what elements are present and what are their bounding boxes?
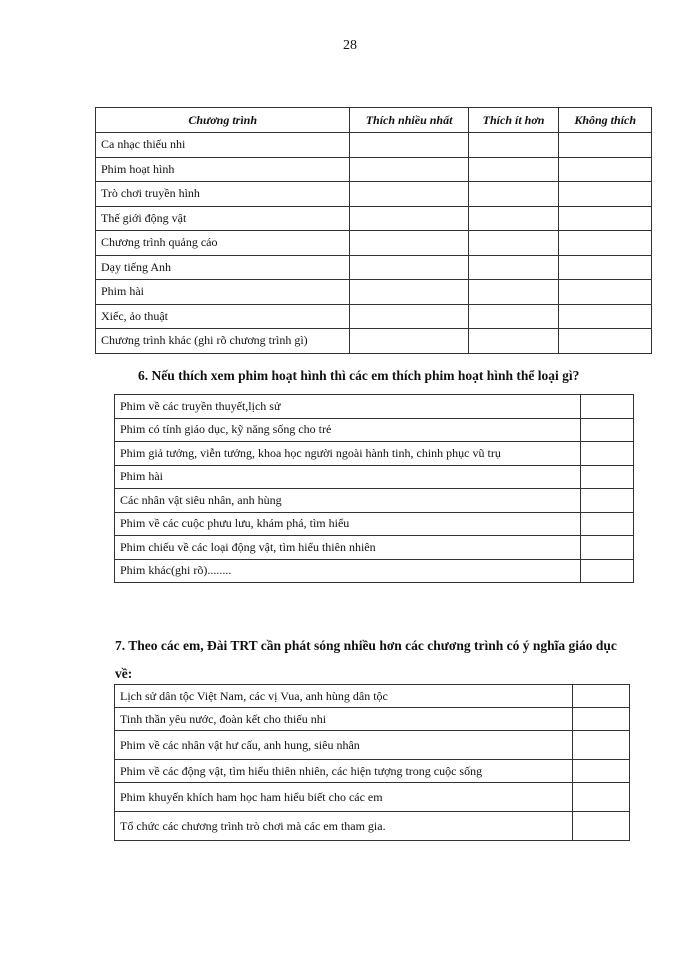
program-label: Ca nhạc thiếu nhi	[96, 133, 350, 158]
check-cell[interactable]	[559, 206, 652, 231]
option-label: Phim khuyến khích ham học ham hiểu biết cho các em	[115, 783, 573, 812]
check-cell[interactable]	[573, 812, 630, 841]
check-cell[interactable]	[581, 536, 634, 560]
check-cell[interactable]	[350, 304, 468, 329]
option-label: Phim giả tưởng, viễn tưởng, khoa học người ngoài hành tinh, chinh phục vũ trụ	[115, 442, 581, 466]
table-row	[115, 783, 630, 812]
program-label: Phim hoạt hình	[96, 157, 350, 182]
check-cell[interactable]	[581, 489, 634, 513]
table-row	[96, 231, 652, 256]
check-cell[interactable]	[581, 512, 634, 536]
check-cell[interactable]	[468, 280, 559, 305]
option-label: Phim về các truyền thuyết,lịch sử	[115, 395, 581, 419]
check-cell[interactable]	[468, 329, 559, 354]
question-6-options-table	[114, 394, 634, 583]
table-row	[96, 182, 652, 207]
check-cell[interactable]	[350, 182, 468, 207]
check-cell[interactable]	[350, 206, 468, 231]
table-row	[115, 731, 630, 760]
program-label: Dạy tiếng Anh	[96, 255, 350, 280]
check-cell[interactable]	[581, 442, 634, 466]
check-cell[interactable]	[468, 206, 559, 231]
check-cell[interactable]	[573, 783, 630, 812]
check-cell[interactable]	[350, 157, 468, 182]
program-preference-table	[95, 107, 652, 354]
table-row	[96, 157, 652, 182]
table-row	[115, 708, 630, 731]
check-cell[interactable]	[468, 231, 559, 256]
check-cell[interactable]	[573, 708, 630, 731]
table-row	[96, 206, 652, 231]
table-row	[115, 512, 634, 536]
question-6-title: 6. Nếu thích xem phim hoạt hình thì các em thích phim hoạt hình thể loại gì?	[138, 368, 580, 383]
check-cell[interactable]	[581, 395, 634, 419]
check-cell[interactable]	[559, 304, 652, 329]
table-row	[115, 395, 634, 419]
check-cell[interactable]	[559, 255, 652, 280]
check-cell[interactable]	[573, 760, 630, 783]
check-cell[interactable]	[581, 465, 634, 489]
question-7-title: 7. Theo các em, Đài TRT cần phát sóng nhiều hơn các chương trình có ý nghĩa giáo dục về:	[115, 638, 617, 681]
table-row	[115, 465, 634, 489]
page-number: 28	[343, 38, 357, 53]
option-label: Phim chiếu về các loại động vật, tìm hiểu thiên nhiên	[115, 536, 581, 560]
table-row	[96, 255, 652, 280]
option-label: Lịch sử dân tộc Việt Nam, các vị Vua, anh hùng dân tộc	[115, 685, 573, 708]
check-cell[interactable]	[581, 418, 634, 442]
table-row	[115, 442, 634, 466]
option-label: Tổ chức các chương trình trò chơi mà các em tham gia.	[115, 812, 573, 841]
check-cell[interactable]	[468, 157, 559, 182]
check-cell[interactable]	[573, 685, 630, 708]
table-row	[96, 304, 652, 329]
check-cell[interactable]	[559, 280, 652, 305]
check-cell[interactable]	[468, 304, 559, 329]
check-cell[interactable]	[468, 133, 559, 158]
option-label: Phim về các động vật, tìm hiểu thiên nhiên, các hiện tượng trong cuộc sống	[115, 760, 573, 783]
table-row	[115, 489, 634, 513]
table-row	[115, 812, 630, 841]
check-cell[interactable]	[350, 255, 468, 280]
check-cell[interactable]	[559, 133, 652, 158]
option-label: Phim khác(ghi rõ)........	[115, 559, 581, 583]
table-row	[96, 329, 652, 354]
check-cell[interactable]	[350, 329, 468, 354]
table-row	[115, 559, 634, 583]
check-cell[interactable]	[573, 731, 630, 760]
table-row	[115, 418, 634, 442]
program-label: Thế giới động vật	[96, 206, 350, 231]
check-cell[interactable]	[581, 559, 634, 583]
table-row	[96, 133, 652, 158]
option-label: Phim về các cuộc phưu lưu, khám phá, tìm hiểu	[115, 512, 581, 536]
check-cell[interactable]	[559, 231, 652, 256]
program-label: Chương trình quảng cáo	[96, 231, 350, 256]
option-label: Phim có tính giáo dục, kỹ năng sống cho trẻ	[115, 418, 581, 442]
check-cell[interactable]	[559, 182, 652, 207]
table-row	[115, 536, 634, 560]
option-label: Tinh thần yêu nước, đoàn kết cho thiếu nhi	[115, 708, 573, 731]
option-label: Phim hài	[115, 465, 581, 489]
check-cell[interactable]	[350, 133, 468, 158]
program-label: Xiếc, ảo thuật	[96, 304, 350, 329]
check-cell[interactable]	[559, 329, 652, 354]
check-cell[interactable]	[350, 231, 468, 256]
check-cell[interactable]	[350, 280, 468, 305]
header-dislike: Không thích	[559, 108, 652, 133]
header-like-less: Thích ít hơn	[468, 108, 559, 133]
table-row	[115, 685, 630, 708]
table-row	[96, 280, 652, 305]
option-label: Các nhân vật siêu nhân, anh hùng	[115, 489, 581, 513]
program-label: Trò chơi truyền hình	[96, 182, 350, 207]
header-program: Chương trình	[96, 108, 350, 133]
program-label: Phim hài	[96, 280, 350, 305]
option-label: Phim về các nhân vật hư cấu, anh hung, siêu nhân	[115, 731, 573, 760]
table-row	[115, 760, 630, 783]
check-cell[interactable]	[468, 255, 559, 280]
program-label: Chương trình khác (ghi rõ chương trình gì)	[96, 329, 350, 354]
header-like-most: Thích nhiều nhất	[350, 108, 468, 133]
question-7-options-table	[114, 684, 630, 841]
table-header-row	[96, 108, 652, 133]
check-cell[interactable]	[468, 182, 559, 207]
check-cell[interactable]	[559, 157, 652, 182]
